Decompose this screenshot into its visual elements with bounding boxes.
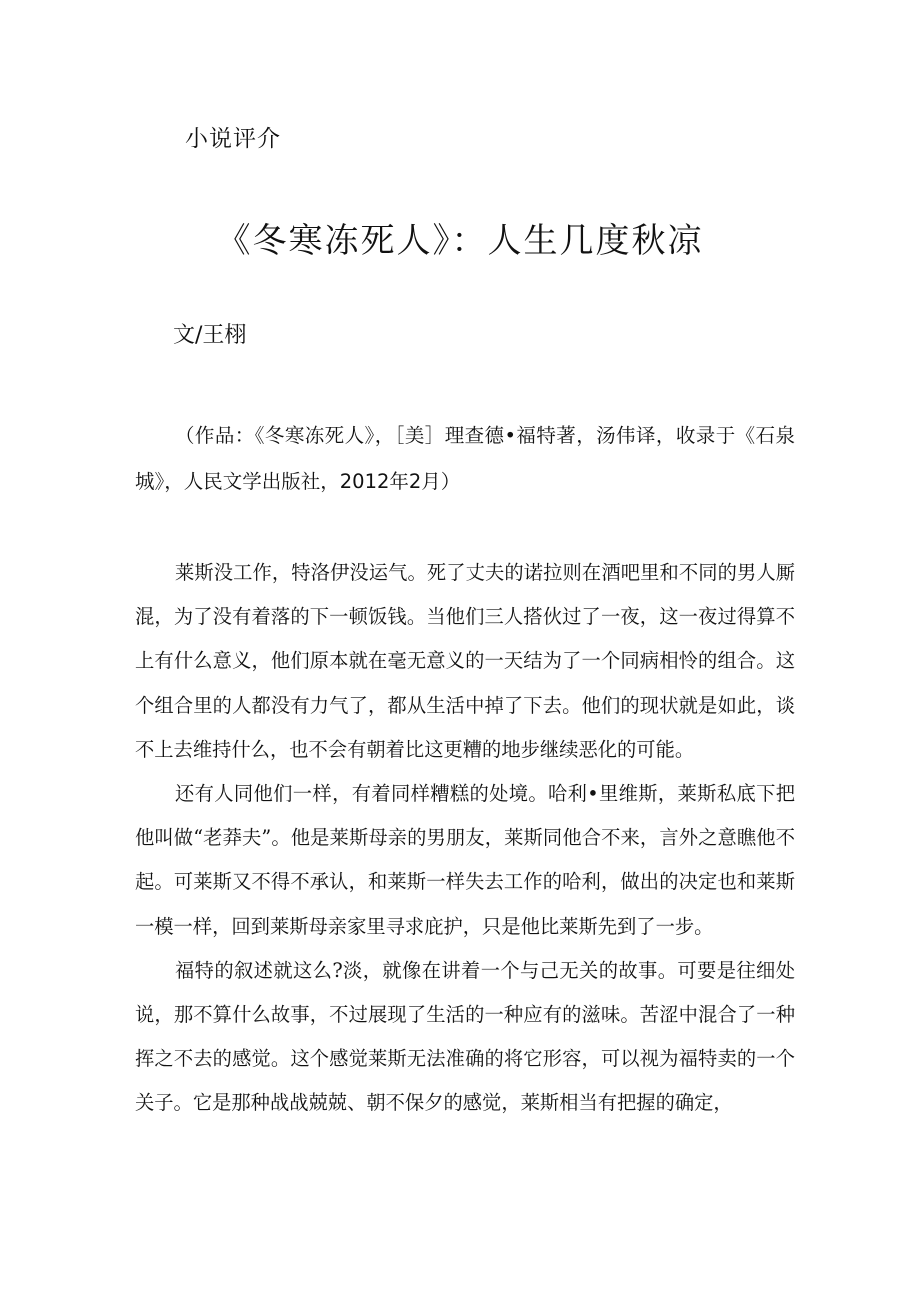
body-paragraph: 福特的叙述就这么?淡，就像在讲着一个与己无关的故事。可要是往细处说，那不算什么故事，不过展现了生活的一种应有的滋味。苦涩中混合了一种挥之不去的感觉。这个感觉莱斯无法准确的将它形容，可以视为福特卖的一个关子。它是那种战战兢兢、朝不保夕的感觉，莱斯相当有把握的确定， bbox=[135, 958, 795, 1115]
article-title: 《冬寒冻死人》：人生几度秋凉 bbox=[216, 221, 704, 261]
work-info: （作品：《冬寒冻死人》，［美］理查德•福特著，汤伟译，收录于《石泉城》，人民文学出版社，2012年2月） bbox=[135, 424, 795, 493]
author-byline: 文/王栩 bbox=[173, 323, 247, 348]
body-paragraph: 莱斯没工作，特洛伊没运气。死了丈夫的诺拉则在酒吧里和不同的男人厮混，为了没有着落的下一顿饭钱。当他们三人搭伙过了一夜，这一夜过得算不上有什么意义，他们原本就在毫无意义的一天结为了一个同病相怜的组合。这个组合里的人都没有力气了，都从生活中掉了下去。他们的现状就是如此，谈不上去维持什么，也不会有朝着比这更糟的地步继续恶化的可能。 bbox=[135, 561, 795, 761]
body-paragraph: 还有人同他们一样，有着同样糟糕的处境。哈利•里维斯，莱斯私底下把他叫做“老莽夫”。他是莱斯母亲的男朋友，莱斯同他合不来，言外之意瞧他不起。可莱斯又不得不承认，和莱斯一样失去工作的哈利，做出的决定也和莱斯一模一样，回到莱斯母亲家里寻求庇护，只是他比莱斯先到了一步。 bbox=[135, 782, 795, 938]
category-label: 小说评介 bbox=[185, 126, 281, 152]
article-body bbox=[135, 551, 795, 1126]
